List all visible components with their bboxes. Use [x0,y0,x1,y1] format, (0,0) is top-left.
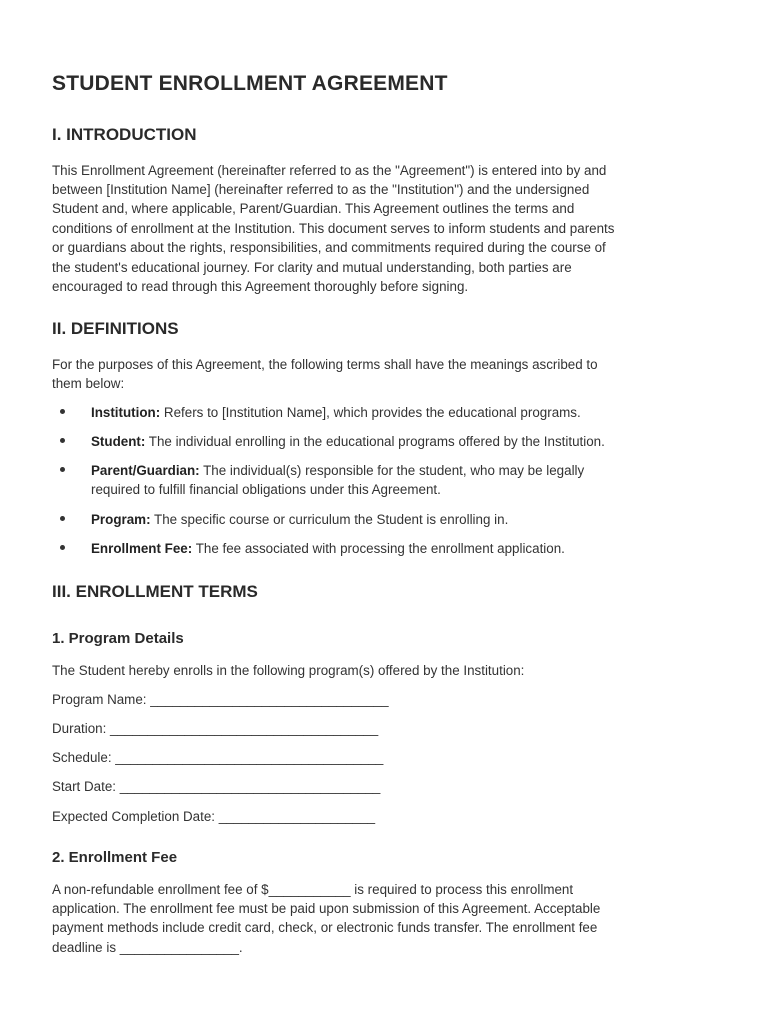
section-heading-definitions: II. DEFINITIONS [52,319,179,338]
definition-description: The individual enrolling in the educational programs offered by the Institution. [148,434,605,449]
intro-line: between [Institution Name] (hereinafter referred to as the "Institution") and the undersigned [52,182,590,197]
intro-line: encouraged to read through this Agreement thoroughly before signing. [52,279,469,294]
definition-term: Enrollment Fee: [91,541,193,556]
schedule-field[interactable]: Schedule: ____________________________________ [52,750,384,765]
bullet-icon [60,545,65,550]
document-title: STUDENT ENROLLMENT AGREEMENT [52,72,448,95]
expected-completion-date-field[interactable]: Expected Completion Date: _____________________ [52,809,376,824]
section-heading-introduction: I. INTRODUCTION [52,125,197,144]
start-date-field[interactable]: Start Date: ___________________________________ [52,779,381,794]
definitions-lead-line: them below: [52,376,125,391]
section-heading-enrollment-terms: III. ENROLLMENT TERMS [52,582,258,601]
definition-description: The specific course or curriculum the Student is enrolling in. [154,512,509,527]
bullet-icon [60,409,65,414]
definition-description: Refers to [Institution Name], which provides the educational programs. [163,405,581,420]
subsection-heading-enrollment-fee: 2. Enrollment Fee [52,849,178,866]
definition-text [91,539,702,558]
definition-term: Parent/Guardian: [91,463,200,478]
enrollment-fee-line: application. The enrollment fee must be paid upon submission of this Agreement. Acceptable [52,901,601,916]
program-name-field[interactable]: Program Name: ________________________________ [52,692,389,707]
intro-line: This Enrollment Agreement (hereinafter referred to as the "Agreement") is entered into by and [52,163,607,178]
program-details-lead: The Student hereby enrolls in the following program(s) offered by the Institution: [52,663,525,678]
definition-text [91,432,702,451]
bullet-icon [60,467,65,472]
enrollment-fee-line: A non-refundable enrollment fee of $___________ is required to process this enrollment [52,882,574,897]
subsection-heading-program-details: 1. Program Details [52,630,184,647]
definition-description: The fee associated with processing the enrollment application. [195,541,565,556]
enrollment-fee-line: deadline is ________________. [52,940,243,955]
intro-line: the student's educational journey. For clarity and mutual understanding, both parties are [52,260,572,275]
bullet-icon [60,516,65,521]
definition-description: required to fulfill financial obligations under this Agreement. [91,482,441,498]
definition-term: Institution: [91,405,161,420]
definition-description: The individual(s) responsible for the student, who may be legally [203,463,585,478]
definition-text [91,403,702,422]
definition-text [91,461,702,500]
definitions-lead-line: For the purposes of this Agreement, the following terms shall have the meanings ascribed to [52,357,598,372]
intro-line: conditions of enrollment at the Institution. This document serves to inform students and parents [52,221,615,236]
definition-term: Student: [91,434,146,449]
definition-term: Program: [91,512,151,527]
intro-line: Student and, where applicable, Parent/Guardian. This Agreement outlines the terms and [52,201,575,216]
intro-line: or guardians about the rights, responsibilities, and commitments required during the course of [52,240,606,255]
definition-text [91,510,702,529]
bullet-icon [60,438,65,443]
duration-field[interactable]: Duration: ____________________________________ [52,721,379,736]
enrollment-fee-line: payment methods include credit card, check, or electronic funds transfer. The enrollment fee [52,920,598,935]
